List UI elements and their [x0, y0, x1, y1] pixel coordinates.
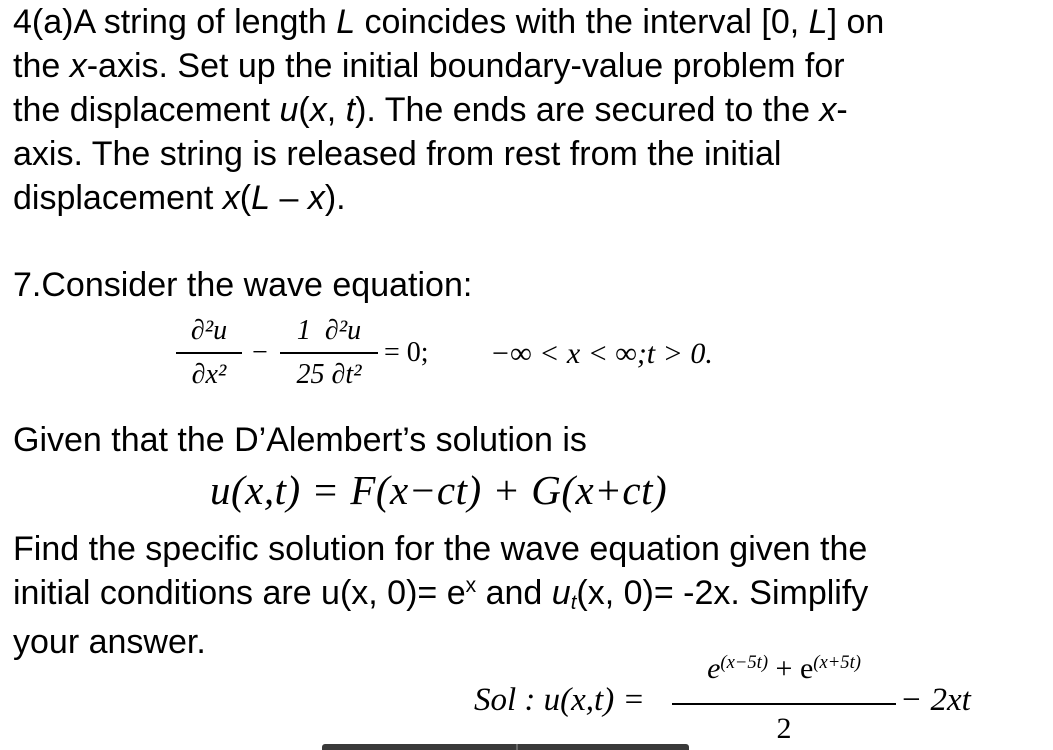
solution-denominator: 2	[776, 712, 792, 745]
problem-4a-line-3: the displacement u(x, t). The ends are secured to the x-	[13, 91, 848, 129]
pde-fraction-bar-1	[176, 352, 242, 354]
pde-fraction-bar-2	[280, 352, 378, 354]
problem-4a-line-5: displacement x(L – x).	[13, 179, 346, 217]
pde-denominator-1: ∂x²	[191, 359, 227, 390]
pde-minus: −	[252, 337, 268, 368]
problem-4a-text	[13, 0, 1013, 220]
dalembert-solution: u(x,t) = F(x−ct) + G(x+ct)	[210, 467, 668, 513]
problem-4a-line-1: 4(a)A string of length L coincides with the interval [0, L] on	[13, 3, 885, 41]
pde-numerator-2: 1 ∂²u	[296, 315, 362, 346]
solution-fraction-bar	[672, 703, 896, 705]
bottom-bar[interactable]	[322, 744, 689, 750]
problem-4a-line-4: axis. The string is released from rest from the initial	[13, 135, 782, 173]
find-solution-text	[13, 527, 1013, 664]
problem-7-title: 7.Consider the wave equation:	[13, 266, 473, 304]
pde-domain: −∞ < x < ∞;t > 0.	[490, 337, 713, 370]
pde-rhs: = 0;	[384, 337, 429, 368]
pde-numerator-1: ∂²u	[190, 315, 228, 346]
solution-numerator: $e^{(x-5t)} + e^{(x+5t)}$	[707, 651, 861, 685]
solution-tail: − 2xt	[900, 682, 971, 718]
bottom-bar-divider	[516, 744, 518, 750]
given-text: Given that the D’Alembert’s solution is	[13, 421, 587, 459]
find-line-3: your answer.	[13, 623, 206, 661]
find-line-1: Find the specific solution for the wave equation given the	[13, 530, 868, 568]
pde-denominator-2: 25 ∂t²	[296, 359, 362, 390]
solution-lhs: Sol : u(x,t) =	[474, 682, 645, 718]
problem-4a-line-2: the x-axis. Set up the initial boundary-value problem for	[13, 47, 845, 85]
find-line-2: initial conditions are u(x, $0)= e^x$ and ut(x, 0)= -2x. Simplify	[13, 574, 869, 615]
